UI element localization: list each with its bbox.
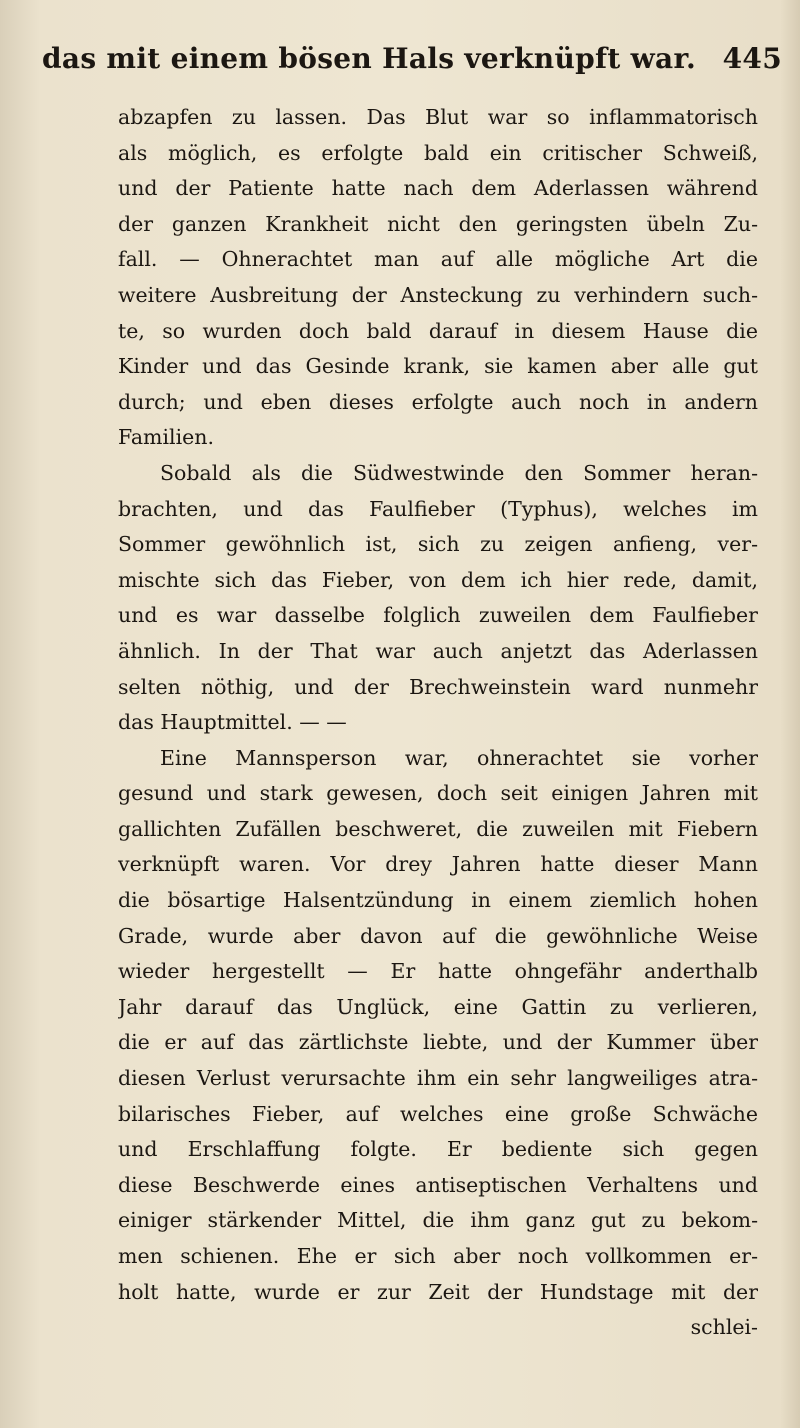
page-number: 445 bbox=[722, 42, 782, 75]
text-line: diese Beschwerde eines antiseptischen Verhaltens und bbox=[118, 1172, 758, 1197]
running-head bbox=[42, 42, 782, 82]
text-line: abzapfen zu lassen. Das Blut war so inflammatorisch bbox=[118, 105, 758, 129]
text-line: mischte sich das Fieber, von dem ich hier rede, damit, bbox=[118, 567, 758, 592]
text-line: ähnlich. In der That war auch anjetzt das Aderlassen bbox=[118, 638, 758, 663]
text-line: Jahr darauf das Unglück, eine Gattin zu verlieren, bbox=[118, 994, 758, 1019]
text-line: Sobald als die Südwestwinde den Sommer heran- bbox=[160, 460, 758, 485]
text-line: die bösartige Halsentzündung in einem ziemlich hohen bbox=[118, 888, 758, 913]
text-line: einiger stärkender Mittel, die ihm ganz gut zu bekom- bbox=[118, 1208, 758, 1233]
text-line: diesen Verlust verursachte ihm ein sehr langweiliges atra- bbox=[118, 1066, 758, 1091]
text-line: gesund und stark gewesen, doch seit einigen Jahren mit bbox=[118, 781, 758, 806]
text-line: te, so wurden doch bald darauf in diesem Hause die bbox=[118, 318, 758, 343]
text-line: men schienen. Ehe er sich aber noch vollkommen er- bbox=[118, 1244, 758, 1268]
text-line: Eine Mannsperson war, ohnerachtet sie vorher bbox=[160, 745, 758, 770]
text-line: Kinder und das Gesinde krank, sie kamen aber alle gut bbox=[118, 354, 758, 379]
text-line: der ganzen Krankheit nicht den geringsten übeln Zu- bbox=[118, 211, 758, 236]
running-head-title: das mit einem bösen Hals verknüpft war. bbox=[42, 42, 696, 75]
text-line: bilarisches Fieber, auf welches eine große Schwäche bbox=[118, 1101, 758, 1126]
text-line: fall. — Ohnerachtet man auf alle mögliche Art die bbox=[118, 247, 758, 272]
text-line: brachten, und das Faulfieber (Typhus), welches im bbox=[118, 496, 758, 521]
text-line: das Hauptmittel. — — bbox=[118, 710, 347, 735]
text-line: selten nöthig, und der Brechweinstein ward nunmehr bbox=[118, 674, 758, 699]
text-line: holt hatte, wurde er zur Zeit der Hundstage mit der bbox=[118, 1279, 758, 1304]
text-line: Sommer gewöhnlich ist, sich zu zeigen anfieng, ver- bbox=[118, 532, 758, 557]
text-line: Familien. bbox=[118, 425, 215, 450]
text-line: und es war dasselbe folglich zuweilen dem Faulfieber bbox=[118, 603, 758, 628]
text-line: und der Patiente hatte nach dem Aderlassen während bbox=[118, 176, 758, 201]
text-line: und Erschlaffung folgte. Er bediente sich gegen bbox=[118, 1137, 758, 1162]
text-line: als möglich, es erfolgte bald ein critischer Schweiß, bbox=[118, 140, 758, 165]
body-text bbox=[118, 100, 758, 1346]
text-line: wieder hergestellt — Er hatte ohngefähr anderthalb bbox=[118, 959, 758, 984]
text-line: die er auf das zärtlichste liebte, und der Kummer über bbox=[118, 1030, 758, 1055]
text-line: gallichten Zufällen beschweret, die zuweilen mit Fiebern bbox=[118, 816, 758, 841]
text-line: verknüpft waren. Vor drey Jahren hatte dieser Mann bbox=[118, 852, 758, 877]
text-line: schlei- bbox=[690, 1315, 758, 1340]
text-line: weitere Ausbreitung der Ansteckung zu verhindern such- bbox=[118, 282, 758, 307]
text-line: Grade, wurde aber davon auf die gewöhnliche Weise bbox=[118, 923, 758, 948]
text-line: durch; und eben dieses erfolgte auch noch in andern bbox=[118, 389, 758, 414]
